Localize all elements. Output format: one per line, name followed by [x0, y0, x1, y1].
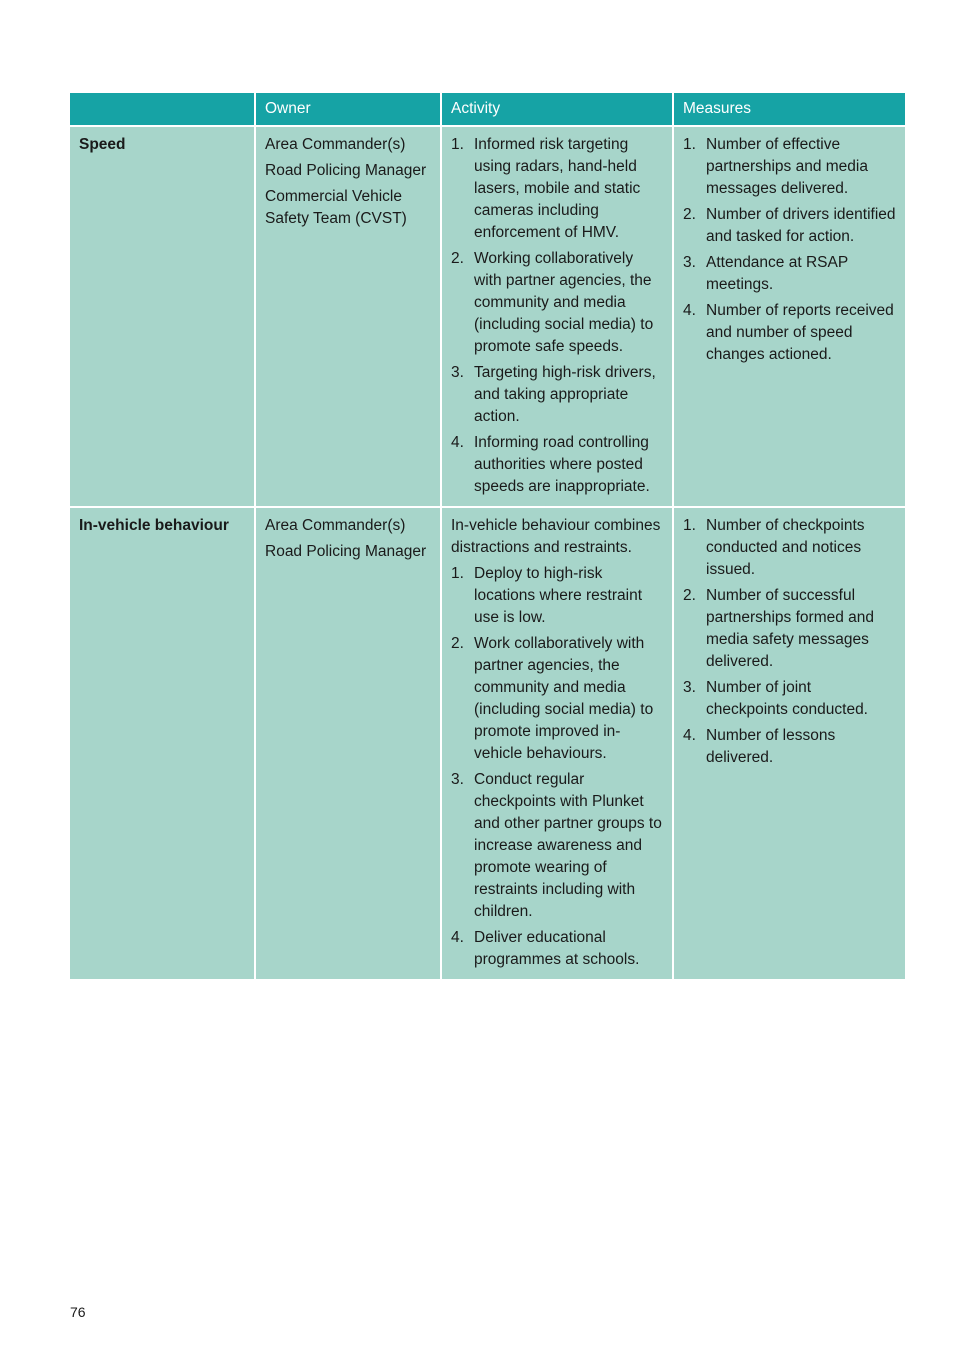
- activity-item: [451, 563, 663, 629]
- item-number: 2.: [683, 587, 696, 604]
- activity-item: [451, 432, 663, 498]
- activity-list: [451, 563, 663, 971]
- owner-name: Area Commander(s): [265, 136, 406, 153]
- activity-text: Informed risk targeting using radars, hand-held lasers, mobile and static cameras including enforcement of HMV.: [474, 136, 641, 241]
- activity-cell: [441, 126, 673, 507]
- activity-item: [451, 362, 663, 428]
- measure-text: Number of joint checkpoints conducted.: [706, 679, 868, 718]
- measure-text: Number of successful partnerships formed and media safety messages delivered.: [706, 587, 875, 670]
- item-number: 1.: [451, 565, 464, 582]
- item-number: 4.: [683, 727, 696, 744]
- table-row: [70, 126, 905, 507]
- row-topic: In-vehicle behaviour: [70, 507, 255, 979]
- measures-cell: [673, 126, 905, 507]
- item-number: 3.: [451, 364, 464, 381]
- item-number: 1.: [683, 136, 696, 153]
- measure-item: [683, 300, 896, 366]
- activity-text: Informing road controlling authorities where posted speeds are inappropriate.: [474, 434, 650, 495]
- measure-list: [683, 515, 896, 769]
- header-measures: Measures: [673, 93, 905, 126]
- measure-item: [683, 252, 896, 296]
- measure-text: Number of checkpoints conducted and notices issued.: [706, 517, 865, 578]
- activity-item: [451, 134, 663, 244]
- header-owner: Owner: [255, 93, 441, 126]
- owner-name: Area Commander(s): [265, 517, 406, 534]
- table-body: [70, 126, 905, 979]
- measure-item: [683, 677, 896, 721]
- activity-cell: [441, 507, 673, 979]
- measures-cell: [673, 507, 905, 979]
- activity-text: Work collaboratively with partner agencies, the community and media (including social media) to promote improved in-vehicle behaviours.: [474, 635, 654, 762]
- measure-text: Number of lessons delivered.: [706, 727, 836, 766]
- item-number: 4.: [451, 929, 464, 946]
- activity-text: Deploy to high-risk locations where restraint use is low.: [474, 565, 642, 626]
- activity-text: Deliver educational programmes at schools.: [474, 929, 640, 968]
- measure-list: [683, 134, 896, 366]
- measure-item: [683, 134, 896, 200]
- measure-text: Number of drivers identified and tasked for action.: [706, 206, 896, 245]
- measure-item: [683, 585, 896, 673]
- item-number: 2.: [451, 250, 464, 267]
- item-number: 3.: [683, 254, 696, 271]
- page-number: 76: [70, 1304, 86, 1320]
- owner-name: Road Policing Manager: [265, 162, 427, 179]
- activity-item: [451, 248, 663, 358]
- table-header-row: [70, 93, 905, 126]
- measure-text: Attendance at RSAP meetings.: [706, 254, 848, 293]
- measure-text: Number of reports received and number of speed changes actioned.: [706, 302, 894, 363]
- header-topic: [70, 93, 255, 126]
- measure-item: [683, 204, 896, 248]
- item-number: 2.: [451, 635, 464, 652]
- item-number: 3.: [683, 679, 696, 696]
- header-activity: Activity: [441, 93, 673, 126]
- owner-name: Road Policing Manager: [265, 543, 427, 560]
- owner-name: Commercial Vehicle Safety Team (CVST): [265, 188, 407, 227]
- item-number: 4.: [683, 302, 696, 319]
- activity-item: [451, 633, 663, 765]
- activity-text: Targeting high-risk drivers, and taking appropriate action.: [474, 364, 656, 425]
- item-number: 3.: [451, 771, 464, 788]
- row-topic: Speed: [70, 126, 255, 507]
- owner-cell: [255, 126, 441, 507]
- measure-text: Number of effective partnerships and media messages delivered.: [706, 136, 868, 197]
- activity-text: Conduct regular checkpoints with Plunket and other partner groups to increase awareness and promote wearing of restraints including with children.: [474, 771, 662, 920]
- owner-cell: [255, 507, 441, 979]
- activity-item: [451, 769, 663, 923]
- item-number: 2.: [683, 206, 696, 223]
- item-number: 4.: [451, 434, 464, 451]
- action-plan-table: [70, 93, 905, 979]
- measure-item: [683, 515, 896, 581]
- activity-intro: In-vehicle behaviour combines distractions and restraints.: [451, 517, 661, 556]
- measure-item: [683, 725, 896, 769]
- activity-item: [451, 927, 663, 971]
- activity-list: [451, 134, 663, 498]
- table-row: [70, 507, 905, 979]
- item-number: 1.: [451, 136, 464, 153]
- activity-text: Working collaboratively with partner agencies, the community and media (including social media) to promote safe speeds.: [474, 250, 654, 355]
- item-number: 1.: [683, 517, 696, 534]
